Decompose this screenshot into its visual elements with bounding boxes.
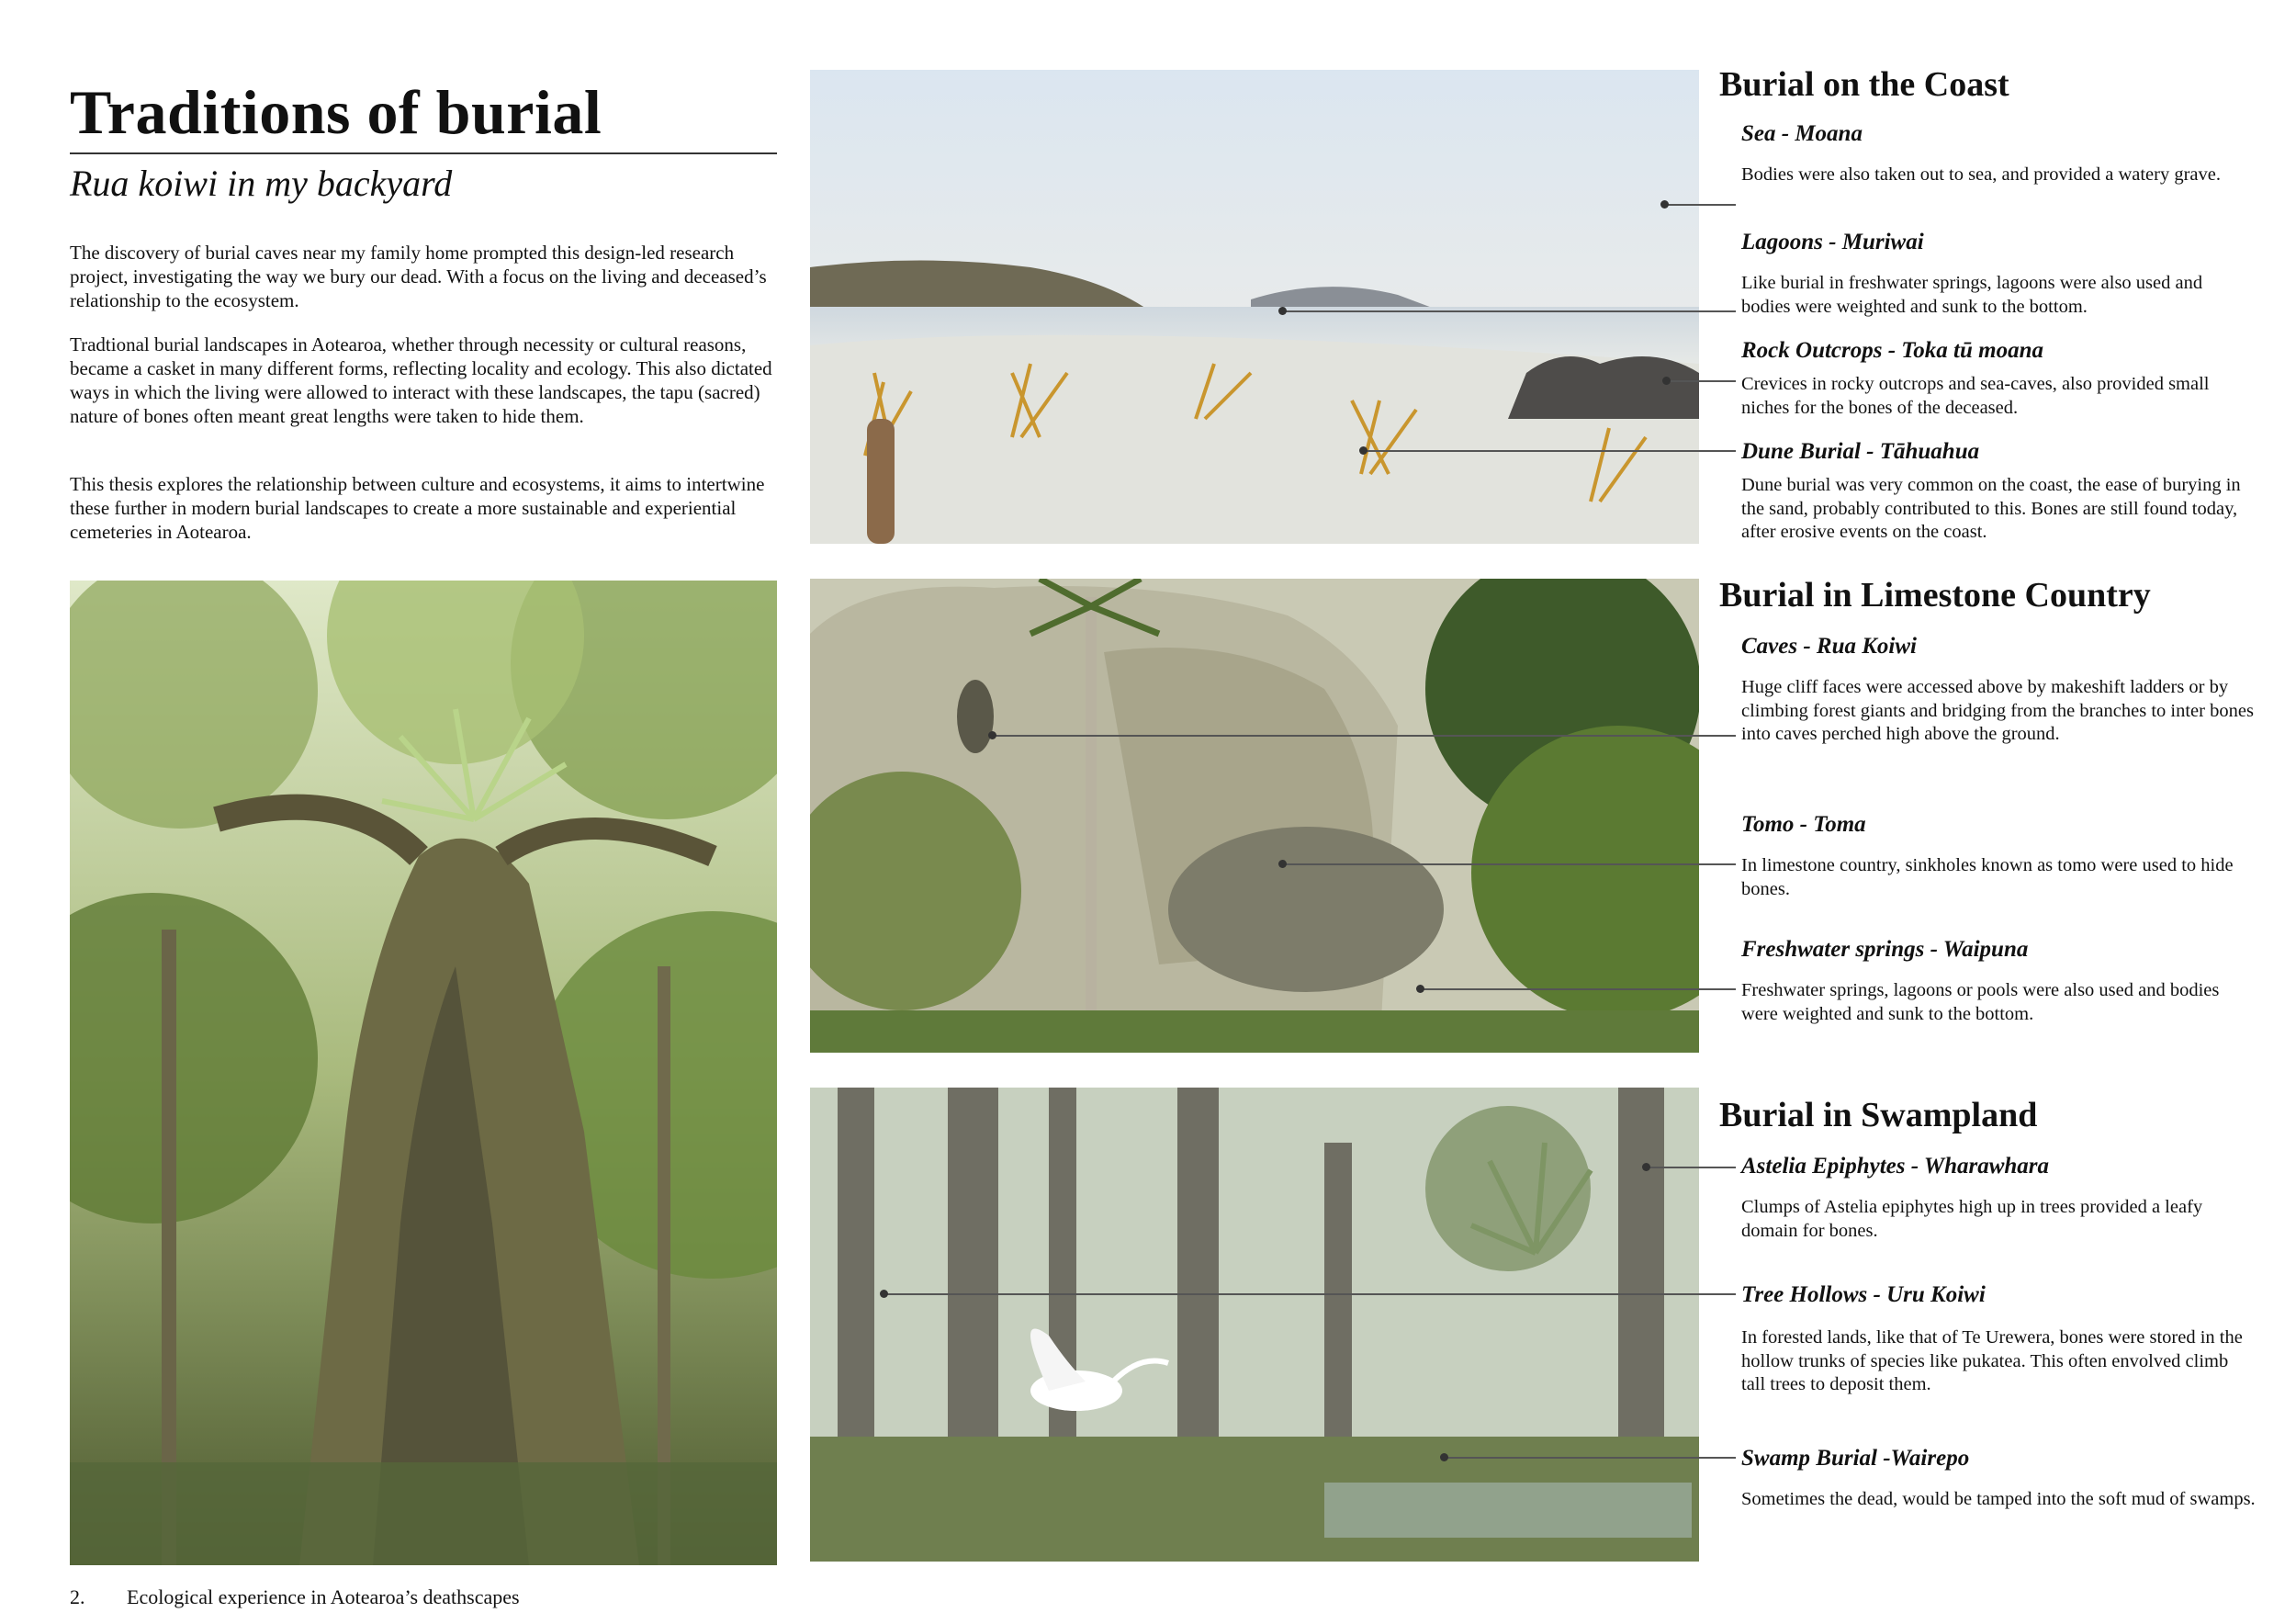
- item-title: Rock Outcrops - Toka tū moana: [1741, 338, 2043, 363]
- item-title: Lagoons - Muriwai: [1741, 230, 1924, 254]
- section-heading-limestone: Burial in Limestone Country: [1719, 576, 2151, 615]
- item-title: Astelia Epiphytes - Wharawhara: [1741, 1154, 2050, 1179]
- page-subtitle: Rua koiwi in my backyard: [70, 163, 453, 204]
- swamp-illustration: [810, 1088, 1699, 1562]
- leader-line: [887, 1293, 1736, 1295]
- leader-line: [996, 735, 1736, 737]
- leader-dot: [1359, 446, 1367, 455]
- leader-line: [1367, 450, 1736, 452]
- item-description: In forested lands, like that of Te Urewera, bones were stored in the hollow trunks of species like pukatea. This often envolved climb tall trees to deposit them.: [1741, 1327, 2243, 1394]
- intro-paragraph: The discovery of burial caves near my family home prompted this design-led research project, investigating the way we bury our dead. With a focus on the living and deceased’s relationship to the ecosystem.: [70, 242, 767, 311]
- title-divider: [70, 152, 777, 154]
- leader-dot: [1278, 860, 1287, 868]
- forest-photo: [70, 581, 777, 1565]
- leader-line: [1286, 863, 1736, 865]
- item-title: Freshwater springs - Waipuna: [1741, 937, 2029, 962]
- footer-caption: Ecological experience in Aotearoa’s deathscapes: [127, 1585, 520, 1608]
- item-title: Dune Burial - Tāhuahua: [1741, 439, 1980, 464]
- intro-paragraph: This thesis explores the relationship between culture and ecosystems, it aims to intertwine these further in modern burial landscapes to create a more sustainable and experiential cemeteries in Aotearoa.: [70, 473, 765, 543]
- leader-line: [1670, 380, 1736, 382]
- page-number: 2.: [70, 1585, 85, 1608]
- limestone-illustration: [810, 579, 1699, 1053]
- coast-illustration: [810, 70, 1699, 544]
- leader-line: [1649, 1167, 1736, 1168]
- item-description: Freshwater springs, lagoons or pools were also used and bodies were weighted and sunk to the bottom.: [1741, 980, 2220, 1024]
- section-heading-swamp: Burial in Swampland: [1719, 1096, 2038, 1134]
- leader-line: [1668, 204, 1736, 206]
- leader-dot: [988, 731, 996, 739]
- item-description: Like burial in freshwater springs, lagoons were also used and bodies were weighted and sunk to the bottom.: [1741, 273, 2203, 317]
- item-title: Swamp Burial -Wairepo: [1741, 1446, 1970, 1471]
- item-title: Sea - Moana: [1741, 121, 1863, 146]
- item-description: Dune burial was very common on the coast, the ease of burying in the sand, probably contributed to this. Bones are still found today, after erosive events on the coast.: [1741, 475, 2241, 542]
- leader-dot: [1642, 1163, 1650, 1171]
- item-description: Crevices in rocky outcrops and sea-caves, also provided small niches for the bones of the deceased.: [1741, 374, 2210, 418]
- item-title: Caves - Rua Koiwi: [1741, 634, 1917, 659]
- leader-dot: [1416, 985, 1424, 993]
- leader-dot: [1278, 307, 1287, 315]
- leader-line: [1447, 1457, 1736, 1459]
- item-description: Clumps of Astelia epiphytes high up in trees provided a leafy domain for bones.: [1741, 1197, 2203, 1241]
- item-description: Huge cliff faces were accessed above by makeshift ladders or by climbing forest giants and bridging from the branches to inter bones into caves perched high above the ground.: [1741, 677, 2254, 744]
- item-title: Tree Hollows - Uru Koiwi: [1741, 1282, 1986, 1307]
- intro-paragraph: Tradtional burial landscapes in Aotearoa, whether through necessity or cultural reasons, became a casket in many different forms, reflecting locality and ecology. This also dictated ways in which the living were allowed to interact with these landscapes, the tapu (sacred) nature of bones often meant great lengths were taken to hide them.: [70, 333, 772, 427]
- item-title: Tomo - Toma: [1741, 812, 1866, 837]
- section-heading-coast: Burial on the Coast: [1719, 65, 2009, 104]
- leader-line: [1424, 988, 1736, 990]
- leader-line: [1286, 310, 1736, 312]
- item-description: In limestone country, sinkholes known as tomo were used to hide bones.: [1741, 855, 2234, 899]
- item-description: Bodies were also taken out to sea, and provided a watery grave.: [1741, 164, 2221, 185]
- item-description: Sometimes the dead, would be tamped into the soft mud of swamps.: [1741, 1489, 2256, 1509]
- leader-dot: [1660, 200, 1669, 209]
- leader-dot: [1662, 377, 1671, 385]
- leader-dot: [1440, 1453, 1448, 1461]
- leader-dot: [880, 1290, 888, 1298]
- page-title: Traditions of burial: [70, 77, 602, 147]
